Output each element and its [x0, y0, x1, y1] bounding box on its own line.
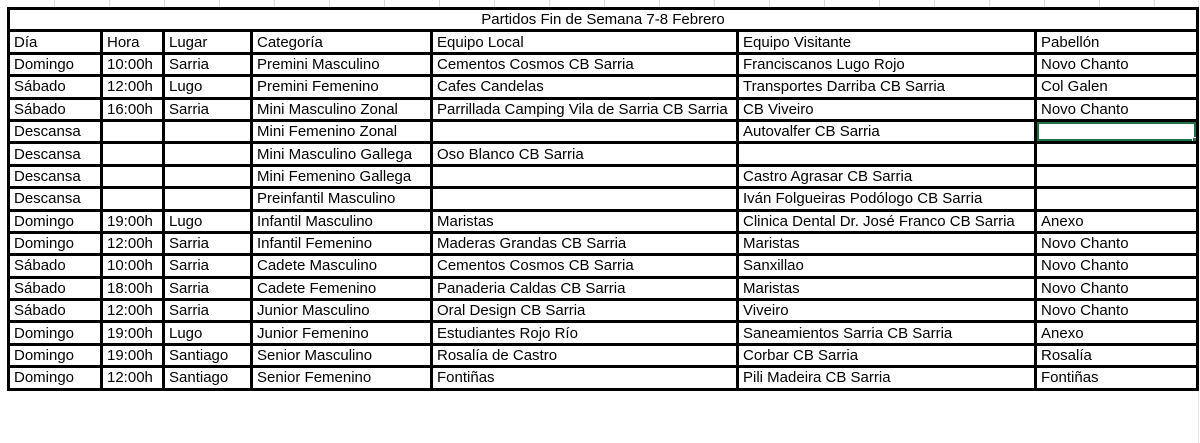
- cell[interactable]: Sanxillao: [738, 255, 1036, 277]
- cell[interactable]: Descansa: [9, 165, 102, 187]
- cell[interactable]: [432, 120, 738, 142]
- cell[interactable]: [432, 165, 738, 187]
- cell[interactable]: Infantil Femenino: [252, 232, 432, 254]
- cell[interactable]: Domingo: [9, 344, 102, 366]
- cell[interactable]: Anexo: [1036, 210, 1198, 232]
- cell[interactable]: 19:00h: [102, 210, 164, 232]
- cell[interactable]: Sarria: [164, 255, 252, 277]
- cell[interactable]: [164, 188, 252, 210]
- cell[interactable]: [102, 143, 164, 165]
- cell[interactable]: Domingo: [9, 210, 102, 232]
- cell[interactable]: Senior Masculino: [252, 344, 432, 366]
- column-header-lugar[interactable]: Lugar: [164, 31, 252, 53]
- table-row: [9, 255, 1198, 277]
- table-row: [9, 300, 1198, 322]
- cell[interactable]: Mini Femenino Zonal: [252, 120, 432, 142]
- cell[interactable]: Descansa: [9, 120, 102, 142]
- cell[interactable]: Maristas: [432, 210, 738, 232]
- cell[interactable]: Lugo: [164, 76, 252, 98]
- cell[interactable]: Domingo: [9, 367, 102, 389]
- cell[interactable]: Junior Masculino: [252, 300, 432, 322]
- schedule-table: [7, 7, 1199, 391]
- cell[interactable]: Oral Design CB Sarria: [432, 300, 738, 322]
- cell[interactable]: CB Viveiro: [738, 98, 1036, 120]
- cell[interactable]: [102, 165, 164, 187]
- table-row: [9, 76, 1198, 98]
- cell[interactable]: Castro Agrasar CB Sarria: [738, 165, 1036, 187]
- table-row: [9, 232, 1198, 254]
- cell[interactable]: Sarria: [164, 300, 252, 322]
- cell[interactable]: Col Galen: [1036, 76, 1198, 98]
- column-header-d-a[interactable]: Día: [9, 31, 102, 53]
- cell[interactable]: Lugo: [164, 322, 252, 344]
- cell[interactable]: [164, 143, 252, 165]
- cell[interactable]: Fontiñas: [432, 367, 738, 389]
- cell[interactable]: 19:00h: [102, 322, 164, 344]
- title-row: [9, 9, 1198, 31]
- table-row: [9, 277, 1198, 299]
- cell[interactable]: Cementos Cosmos CB Sarria: [432, 255, 738, 277]
- cell[interactable]: Santiago: [164, 367, 252, 389]
- cell[interactable]: Rosalía de Castro: [432, 344, 738, 366]
- cell[interactable]: Clinica Dental Dr. José Franco CB Sarria: [738, 210, 1036, 232]
- cell[interactable]: Anexo: [1036, 322, 1198, 344]
- cell[interactable]: [738, 143, 1036, 165]
- cell[interactable]: Maristas: [738, 277, 1036, 299]
- cell[interactable]: Autovalfer CB Sarria: [738, 120, 1036, 142]
- cell[interactable]: Mini Femenino Gallega: [252, 165, 432, 187]
- cell[interactable]: Mini Masculino Zonal: [252, 98, 432, 120]
- cell[interactable]: Descansa: [9, 188, 102, 210]
- cell[interactable]: Transportes Darriba CB Sarria: [738, 76, 1036, 98]
- cell[interactable]: 18:00h: [102, 277, 164, 299]
- column-header-hora[interactable]: Hora: [102, 31, 164, 53]
- header-row: [9, 31, 1198, 53]
- table-row: [9, 210, 1198, 232]
- cell[interactable]: Sarria: [164, 98, 252, 120]
- cell[interactable]: 12:00h: [102, 76, 164, 98]
- cell[interactable]: 12:00h: [102, 300, 164, 322]
- fill-handle[interactable]: [1192, 137, 1198, 143]
- cell[interactable]: Novo Chanto: [1036, 232, 1198, 254]
- cell[interactable]: Senior Femenino: [252, 367, 432, 389]
- cell[interactable]: Saneamientos Sarria CB Sarria: [738, 322, 1036, 344]
- cell[interactable]: 19:00h: [102, 344, 164, 366]
- column-header-pabell-n[interactable]: Pabellón: [1036, 31, 1198, 53]
- table-row: [9, 165, 1198, 187]
- cell[interactable]: Premini Masculino: [252, 53, 432, 75]
- cell[interactable]: [102, 120, 164, 142]
- table-row: [9, 188, 1198, 210]
- cell[interactable]: [1036, 143, 1198, 165]
- cell[interactable]: Corbar CB Sarria: [738, 344, 1036, 366]
- cell[interactable]: Premini Femenino: [252, 76, 432, 98]
- cell[interactable]: 16:00h: [102, 98, 164, 120]
- cell[interactable]: Domingo: [9, 232, 102, 254]
- cell[interactable]: Fontiñas: [1036, 367, 1198, 389]
- cell[interactable]: Novo Chanto: [1036, 98, 1198, 120]
- table-row: [9, 344, 1198, 366]
- cell[interactable]: Cadete Femenino: [252, 277, 432, 299]
- cell[interactable]: 12:00h: [102, 367, 164, 389]
- cell[interactable]: Novo Chanto: [1036, 277, 1198, 299]
- cell[interactable]: Sarria: [164, 53, 252, 75]
- cell[interactable]: Sábado: [9, 255, 102, 277]
- table-row: [9, 367, 1198, 389]
- cell[interactable]: Domingo: [9, 322, 102, 344]
- table-row: [9, 98, 1198, 120]
- cell[interactable]: Preinfantil Masculino: [252, 188, 432, 210]
- cell[interactable]: Panaderia Caldas CB Sarria: [432, 277, 738, 299]
- column-header-equipo-visitante[interactable]: Equipo Visitante: [738, 31, 1036, 53]
- cell[interactable]: Novo Chanto: [1036, 53, 1198, 75]
- cell[interactable]: Parrillada Camping Vila de Sarria CB Sarria: [432, 98, 738, 120]
- cell[interactable]: 10:00h: [102, 255, 164, 277]
- cell[interactable]: Cafes Candelas: [432, 76, 738, 98]
- cell[interactable]: Santiago: [164, 344, 252, 366]
- cell[interactable]: [164, 165, 252, 187]
- cell[interactable]: Rosalía: [1036, 344, 1198, 366]
- cell[interactable]: Maderas Grandas CB Sarria: [432, 232, 738, 254]
- cell[interactable]: Pili Madeira CB Sarria: [738, 367, 1036, 389]
- cell[interactable]: [1036, 165, 1198, 187]
- active-cell[interactable]: [1036, 120, 1198, 142]
- cell[interactable]: 10:00h: [102, 53, 164, 75]
- cell[interactable]: Novo Chanto: [1036, 255, 1198, 277]
- cell[interactable]: Descansa: [9, 143, 102, 165]
- table-title[interactable]: Partidos Fin de Semana 7-8 Febrero: [9, 9, 1198, 31]
- table-row: [9, 322, 1198, 344]
- table-row: [9, 143, 1198, 165]
- cell[interactable]: Infantil Masculino: [252, 210, 432, 232]
- cell[interactable]: Iván Folgueiras Podólogo CB Sarria: [738, 188, 1036, 210]
- column-header-equipo-local[interactable]: Equipo Local: [432, 31, 738, 53]
- cell[interactable]: Sábado: [9, 277, 102, 299]
- cell[interactable]: Viveiro: [738, 300, 1036, 322]
- cell[interactable]: [102, 188, 164, 210]
- cell[interactable]: 12:00h: [102, 232, 164, 254]
- column-header-categor-a[interactable]: Categoría: [252, 31, 432, 53]
- cell[interactable]: Novo Chanto: [1036, 300, 1198, 322]
- cell[interactable]: Sarria: [164, 232, 252, 254]
- cell[interactable]: Mini Masculino Gallega: [252, 143, 432, 165]
- cell[interactable]: Maristas: [738, 232, 1036, 254]
- gridline-ticks: [0, 0, 1200, 7]
- cell[interactable]: Lugo: [164, 210, 252, 232]
- cell[interactable]: Oso Blanco CB Sarria: [432, 143, 738, 165]
- cell[interactable]: [164, 120, 252, 142]
- cell[interactable]: [1036, 188, 1198, 210]
- cell[interactable]: Sábado: [9, 76, 102, 98]
- cell[interactable]: [432, 188, 738, 210]
- cell[interactable]: Cadete Masculino: [252, 255, 432, 277]
- cell[interactable]: Sábado: [9, 98, 102, 120]
- table-row: [9, 53, 1198, 75]
- cell[interactable]: Sábado: [9, 300, 102, 322]
- cell[interactable]: Junior Femenino: [252, 322, 432, 344]
- cell[interactable]: Sarria: [164, 277, 252, 299]
- table-row: [9, 120, 1198, 142]
- cell[interactable]: Cementos Cosmos CB Sarria: [432, 53, 738, 75]
- cell[interactable]: Estudiantes Rojo Río: [432, 322, 738, 344]
- cell[interactable]: Domingo: [9, 53, 102, 75]
- cell[interactable]: Franciscanos Lugo Rojo: [738, 53, 1036, 75]
